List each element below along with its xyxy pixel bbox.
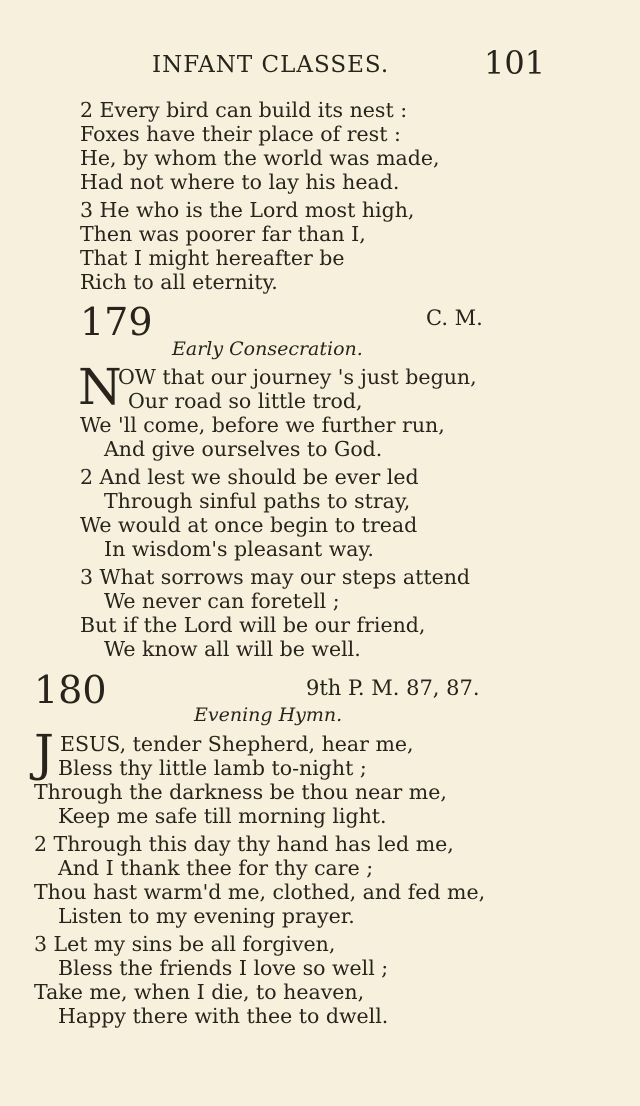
verse-line: We never can foretell ; bbox=[104, 589, 340, 613]
verse-line: Then was poorer far than I, bbox=[80, 222, 366, 246]
hymn-meter: 9th P. M. 87, 87. bbox=[306, 676, 480, 700]
verse-line: Happy there with thee to dwell. bbox=[58, 1004, 389, 1028]
hymn-number: 179 bbox=[80, 300, 153, 344]
verse-line: Take me, when I die, to heaven, bbox=[34, 980, 365, 1004]
running-title: INFANT CLASSES. bbox=[152, 52, 390, 78]
verse-line: Foxes have their place of rest : bbox=[80, 122, 401, 146]
verse-line: 2 And lest we should be ever led bbox=[80, 465, 419, 489]
verse-line: And give ourselves to God. bbox=[104, 437, 383, 461]
verse-line: 2 Every bird can build its nest : bbox=[80, 98, 408, 122]
verse-line: 2 Through this day thy hand has led me, bbox=[34, 832, 454, 856]
verse-line: Had not where to lay his head. bbox=[80, 170, 400, 194]
hymn-number: 180 bbox=[34, 668, 107, 712]
verse-line: 3 What sorrows may our steps attend bbox=[80, 565, 471, 589]
verse-line: In wisdom's pleasant way. bbox=[104, 537, 374, 561]
verse-line: We would at once begin to tread bbox=[80, 513, 418, 537]
verse-line: We 'll come, before we further run, bbox=[80, 413, 445, 437]
verse-line: We know all will be well. bbox=[104, 637, 361, 661]
drop-cap: N bbox=[78, 358, 122, 416]
verse-line: OW that our journey 's just begun, bbox=[118, 365, 477, 389]
hymn-title: Evening Hymn. bbox=[194, 704, 343, 726]
page-number: 101 bbox=[484, 44, 546, 82]
verse-line: That I might hereafter be bbox=[80, 246, 345, 270]
verse-line: Through the darkness be thou near me, bbox=[34, 780, 447, 804]
verse-line: Rich to all eternity. bbox=[80, 270, 278, 294]
verse-line: Bless thy little lamb to-night ; bbox=[58, 756, 367, 780]
verse-line: Bless the friends I love so well ; bbox=[58, 956, 389, 980]
verse-line: And I thank thee for thy care ; bbox=[58, 856, 374, 880]
verse-line: But if the Lord will be our friend, bbox=[80, 613, 426, 637]
verse-line: ESUS, tender Shepherd, hear me, bbox=[60, 732, 414, 756]
hymn-meter: C. M. bbox=[426, 306, 483, 330]
verse-line: Listen to my evening prayer. bbox=[58, 904, 355, 928]
verse-line: 3 He who is the Lord most high, bbox=[80, 198, 415, 222]
verse-line: Keep me safe till morning light. bbox=[58, 804, 387, 828]
drop-cap: J bbox=[34, 724, 55, 782]
verse-line: Through sinful paths to stray, bbox=[104, 489, 411, 513]
verse-line: Thou hast warm'd me, clothed, and fed me, bbox=[34, 880, 486, 904]
hymn-title: Early Consecration. bbox=[172, 338, 363, 360]
verse-line: Our road so little trod, bbox=[128, 389, 363, 413]
verse-line: He, by whom the world was made, bbox=[80, 146, 440, 170]
verse-line: 3 Let my sins be all forgiven, bbox=[34, 932, 336, 956]
